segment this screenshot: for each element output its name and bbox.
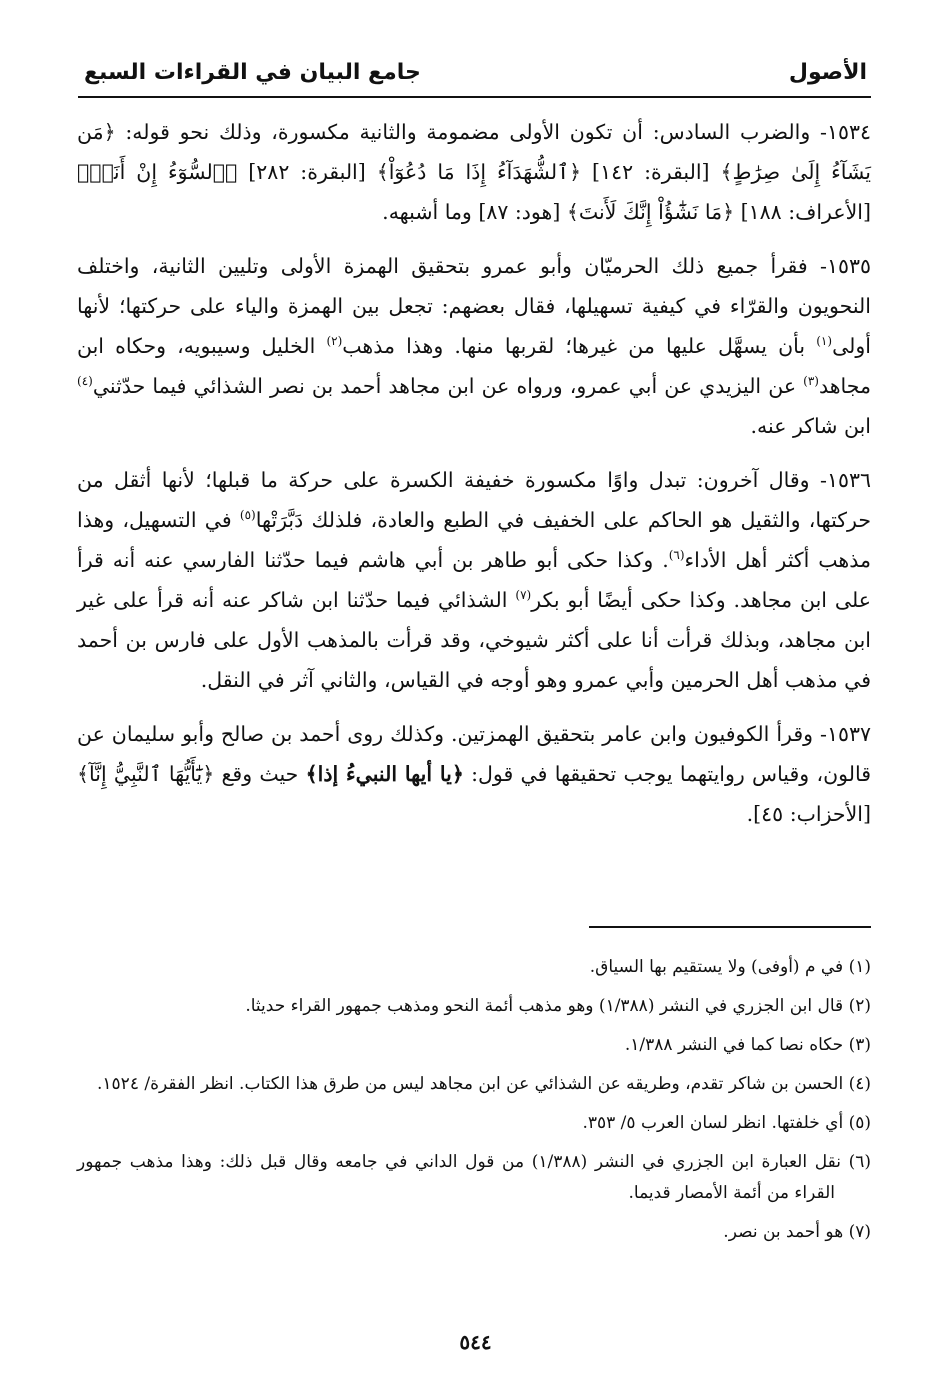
paragraph-text: في التسهيل، وهذا مذهب أكثر أهل الأداء: [77, 508, 871, 572]
page-number: ٥٤٤: [459, 1330, 492, 1354]
paragraph-text: فقرأ جميع ذلك الحرميّان وأبو عمرو بتحقيق الهمزة الأولى وتليين الثانية، واختلف النحويون والقرّاء في كيفية تسهيلها، فقال بعضهم: تجعل بين الهمزة والياء على حركتها؛ لأنها أولى: [77, 254, 871, 358]
section-title: الأصول: [788, 60, 867, 85]
paragraph-1537: [77, 714, 871, 834]
paragraph-text: عن اليزيدي عن أبي عمرو، ورواه عن ابن مجاهد أحمد بن نصر الشذائي فيما حدّثني: [92, 374, 804, 398]
paragraph-text: الشذائي فيما حدّثنا ابن شاكر عنه أنه قرأ على غير ابن مجاهد، وبذلك قرأت أنا على أكثر شيوخي، وقد قرأت بالمذهب الأول على فارس بن أحمد في مذهب أهل الحرمين وأبي عمرو وهو أوجه في القياس، والثاني آثر في النقل.: [77, 588, 871, 692]
paragraph-text: . وكذا حكى أبو طاهر بن أبي هاشم فيما حدّثنا الفارسي عنه أنه قرأ على ابن مجاهد. وكذا حكى أيضًا أبو بكر: [77, 548, 871, 612]
paragraph-text: بأن يسهَّل عليها من غيرها؛ لقربها منها. وهذا مذهب: [342, 334, 817, 358]
footnote-separator: [589, 926, 871, 928]
footnote-ref[interactable]: (١): [816, 334, 833, 349]
footnote-ref[interactable]: (٦): [668, 548, 685, 563]
footnote-1: (١) في م (أوفى) ولا يستقيم بها السياق.: [589, 957, 871, 977]
main-text: [77, 112, 871, 848]
footnote-ref[interactable]: (٤): [77, 374, 93, 389]
footnote-ref[interactable]: (٣): [803, 374, 819, 389]
footnote-6: (٦) نقل العبارة ابن الجزري في النشر (١/٣٨٨) من قول الداني في جامعه وقال قبل ذلك: وهذا مذهب جمهور القراء من أئمة الأمصار قديما.: [77, 1152, 872, 1203]
book-title: جامع البيان في القراءات السبع: [84, 60, 421, 85]
paragraph-text: وقال آخرون: تبدل واوًا مكسورة خفيفة الكسرة على حركة ما قبلها؛ لأنها أثقل من حركتها، والثقيل هو الحاكم على الخفيف في الطبع والعادة، فلذلك دَبَّرَتْها: [77, 468, 872, 532]
paragraph-text: حيث وقع ﴿يَٰٓأَيُّهَا ٱلنَّبِيُّ إِنَّآ﴾ [الأحزاب: ٤٥].: [77, 762, 871, 826]
footnote-ref[interactable]: (٢): [326, 334, 343, 349]
footnote-4: (٤) الحسن بن شاكر تقدم، وطريقه عن الشذائي عن ابن مجاهد ليس من طرق هذا الكتاب. انظر الفقرة/ ١٥٢٤.: [97, 1074, 871, 1094]
paragraph-number: ١٥٣٤-: [820, 120, 871, 144]
bold-quotation: ﴿يا أيها النبيءُ إذا﴾: [305, 762, 464, 786]
paragraph-number: ١٥٣٧-: [820, 722, 871, 746]
paragraph-text: وقرأ الكوفيون وابن عامر بتحقيق الهمزتين. وكذلك روى أحمد بن صالح وأبو سليمان عن قالون، وقياس روايتهما يوجب تحقيقها في قول:: [77, 722, 871, 786]
footnote-7: (٧) هو أحمد بن نصر.: [723, 1222, 871, 1242]
paragraph-1534: [77, 112, 871, 232]
paragraph-text: والضرب السادس: أن تكون الأولى مضمومة والثانية مكسورة، وذلك نحو قوله: ﴿مَن يَشَآءُ إِلَىٰ صِرَٰطٍ﴾ [البقرة: ١٤٢] ﴿ٱلشُّهَدَآءُ إِذَا مَا دُعُوٓاْ﴾ [البقرة: ٢٨٢] ﴿ٱلسُّوٓءُ إِنْ أَنَا۠﴾ [الأعراف: ١٨٨] ﴿مَا نَشَٰٓؤُاْ إِنَّكَ لَأَنتَ﴾ [هود: ٨٧] وما أشبهه.: [77, 120, 871, 224]
footnote-ref[interactable]: (٥): [239, 508, 256, 523]
footnote-ref[interactable]: (٧): [515, 588, 532, 603]
paragraph-number: ١٥٣٥-: [820, 254, 871, 278]
footnotes: [77, 952, 871, 1256]
paragraph-text: الخليل وسيبويه، وحكاه ابن مجاهد: [77, 334, 871, 398]
paragraph-number: ١٥٣٦-: [820, 468, 871, 492]
paragraph-text: ابن شاكر عنه.: [750, 414, 871, 438]
running-header: [78, 52, 871, 98]
footnote-3: (٣) حكاه نصا كما في النشر ١/٣٨٨.: [624, 1035, 871, 1055]
paragraph-1535: [77, 246, 871, 446]
paragraph-1536: [77, 460, 871, 700]
footnote-5: (٥) أي خلفتها. انظر لسان العرب ٥/ ٣٥٣.: [582, 1113, 871, 1133]
footnote-2: (٢) قال ابن الجزري في النشر (١/٣٨٨) وهو مذهب أئمة النحو ومذهب جمهور القراء حديثا.: [245, 996, 871, 1016]
